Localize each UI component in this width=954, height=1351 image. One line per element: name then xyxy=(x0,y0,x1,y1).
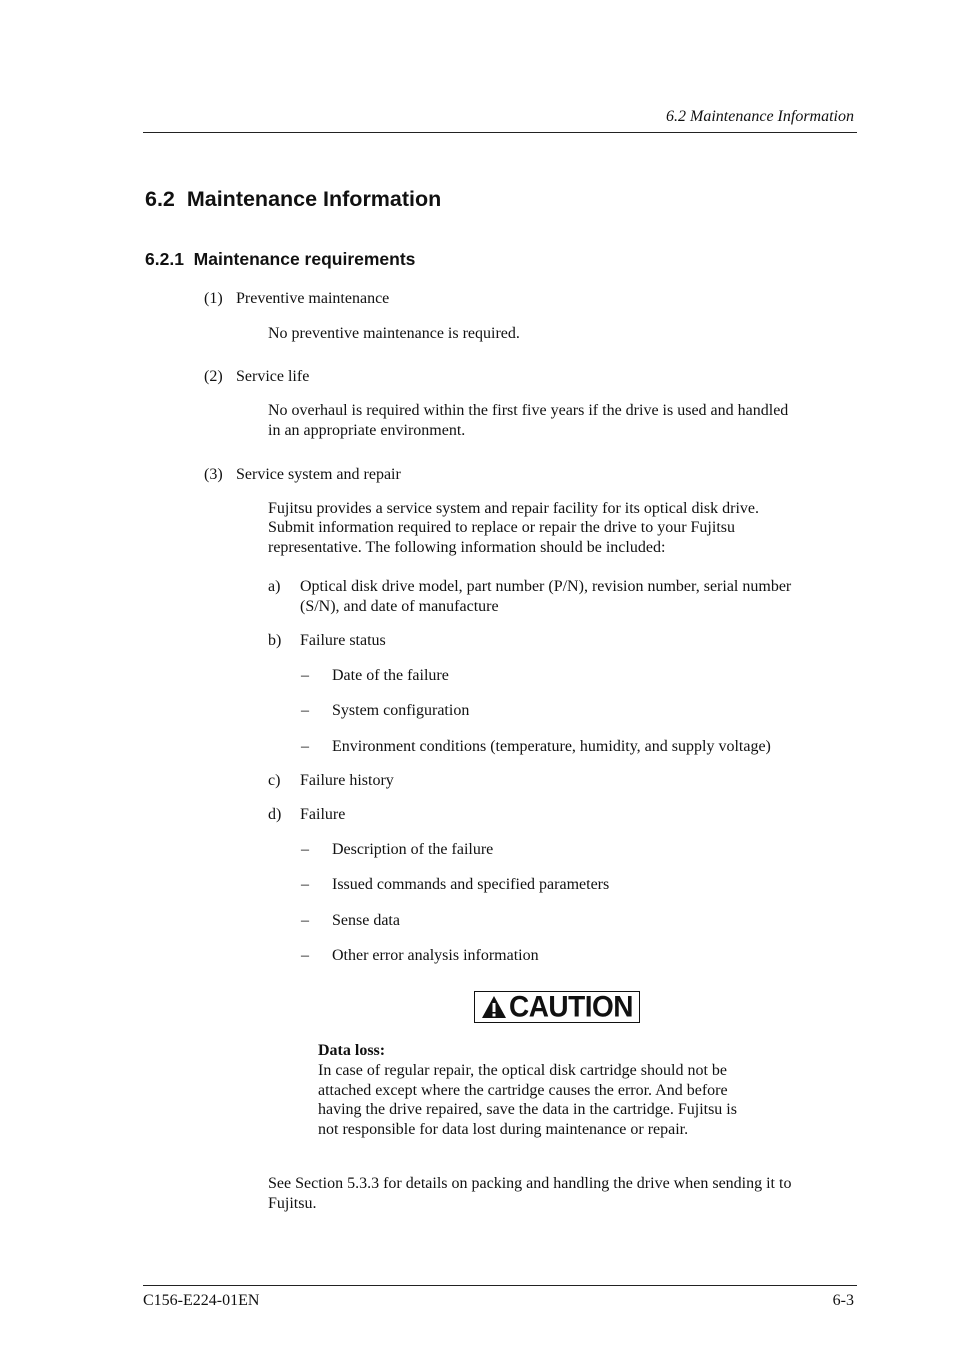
sublist-a-letter: a) xyxy=(268,578,281,595)
sublist-d-dash-item: Description of the failure xyxy=(332,841,494,858)
list-item-1-title: Preventive maintenance xyxy=(236,290,390,307)
sublist-b-dash-item: Date of the failure xyxy=(332,667,449,684)
dash-bullet: – xyxy=(301,876,309,893)
sublist-d-dash-item: Issued commands and specified parameters xyxy=(332,876,610,893)
dash-bullet: – xyxy=(301,702,309,719)
dash-bullet: – xyxy=(301,738,309,755)
sublist-d-line: Failure xyxy=(300,806,346,823)
closing-line: See Section 5.3.3 for details on packing and handling the drive when sending it to xyxy=(268,1175,792,1192)
caution-label xyxy=(474,991,640,1023)
sublist-d-letter: d) xyxy=(268,806,282,823)
running-header: 6.2 Maintenance Information xyxy=(666,108,854,125)
warning-triangle-icon xyxy=(481,995,507,1019)
list-item-1-body: No preventive maintenance is required. xyxy=(268,325,520,342)
list-item-3-number: (3) xyxy=(204,466,223,483)
sublist-c-line: Failure history xyxy=(300,772,394,789)
dash-bullet: – xyxy=(301,667,309,684)
footer-doc-id: C156-E224-01EN xyxy=(143,1292,260,1309)
caution-body-line: attached except where the cartridge causes the error. And before xyxy=(318,1082,728,1099)
footer-page-number: 6-3 xyxy=(832,1292,854,1309)
caution-word: CAUTION xyxy=(508,990,634,1023)
list-item-3-title: Service system and repair xyxy=(236,466,401,483)
sublist-b-dash-item: System configuration xyxy=(332,702,470,719)
caution-body-line: having the drive repaired, save the data in the cartridge. Fujitsu is xyxy=(318,1101,737,1118)
list-item-3-body-line: Fujitsu provides a service system and repair facility for its optical disk drive. xyxy=(268,500,759,517)
sublist-b-letter: b) xyxy=(268,632,282,649)
sublist-b-line: Failure status xyxy=(300,632,386,649)
sublist-d-dash-item: Other error analysis information xyxy=(332,947,539,964)
sublist-b-dash-item: Environment conditions (temperature, humidity, and supply voltage) xyxy=(332,738,771,755)
list-item-3-body-line: representative. The following information should be included: xyxy=(268,539,666,556)
sublist-c-letter: c) xyxy=(268,772,281,789)
list-item-2-number: (2) xyxy=(204,368,223,385)
caution-heading: Data loss: xyxy=(318,1042,386,1059)
subsection-heading xyxy=(145,249,415,270)
footer-rule xyxy=(143,1285,857,1286)
list-item-3-body-line: Submit information required to replace or repair the drive to your Fujitsu xyxy=(268,519,735,536)
dash-bullet: – xyxy=(301,841,309,858)
sublist-a-line: (S/N), and date of manufacture xyxy=(300,598,499,615)
caution-body-line: In case of regular repair, the optical disk cartridge should not be xyxy=(318,1062,727,1079)
list-item-2-body-line: No overhaul is required within the first five years if the drive is used and handled xyxy=(268,402,789,419)
subsection-title: Maintenance requirements xyxy=(193,249,416,269)
list-item-2-body-line: in an appropriate environment. xyxy=(268,422,466,439)
dash-bullet: – xyxy=(301,947,309,964)
closing-line: Fujitsu. xyxy=(268,1195,317,1212)
section-number: 6.2 xyxy=(145,187,175,211)
section-heading xyxy=(145,187,441,212)
subsection-number: 6.2.1 xyxy=(145,249,184,269)
sublist-a-line: Optical disk drive model, part number (P/N), revision number, serial number xyxy=(300,578,792,595)
section-title: Maintenance Information xyxy=(186,187,442,211)
dash-bullet: – xyxy=(301,912,309,929)
header-rule xyxy=(143,132,857,133)
list-item-1-number: (1) xyxy=(204,290,223,307)
list-item-2-title: Service life xyxy=(236,368,310,385)
caution-body-line: not responsible for data lost during maintenance or repair. xyxy=(318,1121,689,1138)
sublist-d-dash-item: Sense data xyxy=(332,912,400,929)
